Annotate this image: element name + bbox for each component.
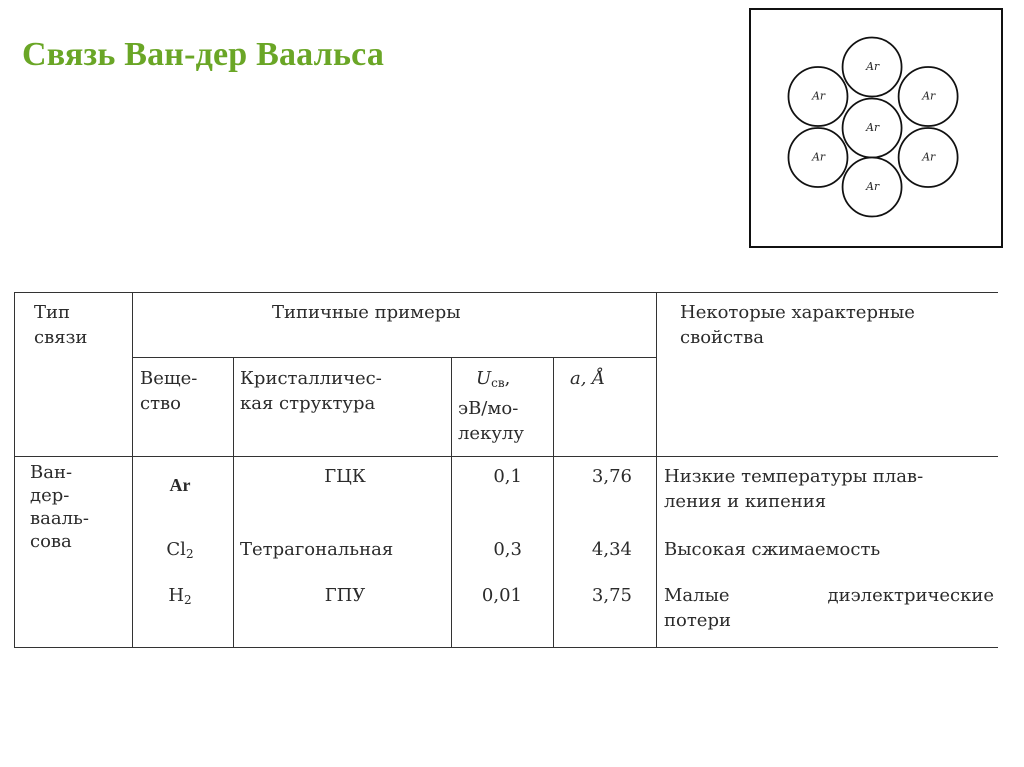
- slide-title: Связь Ван-дер Ваальса: [22, 36, 385, 73]
- col-divider-5: [656, 292, 657, 648]
- header-bond-type: Тип связи: [34, 302, 88, 348]
- col-divider-4: [553, 357, 554, 648]
- table-left-border: [14, 292, 15, 648]
- energy-ar: 0,1: [493, 466, 522, 487]
- lattice-ar: 3,76: [591, 466, 632, 487]
- lattice-h2: 3,75: [591, 585, 632, 606]
- argon-atoms-diagram: [751, 10, 1001, 246]
- header-bottom-border: [14, 456, 998, 457]
- header-crystal-structure: Кристалличес- кая структура: [240, 368, 382, 414]
- header-lattice-constant: a, Å: [570, 368, 606, 389]
- substance-cl2: $Cl_2$: [166, 539, 194, 561]
- col-divider-1: [132, 292, 133, 648]
- atom-label: Ar: [866, 179, 880, 193]
- property-low-temps: Низкие температуры плав- ления и кипения: [664, 466, 924, 512]
- energy-cl2: 0,3: [493, 539, 522, 560]
- argon-packing-figure: [749, 8, 1003, 248]
- atom-label: Ar: [922, 89, 936, 103]
- header-binding-energy: $U_{св}$, эВ/мо- лекулу: [458, 368, 524, 444]
- table-top-border: [14, 292, 998, 293]
- energy-h2: 0,01: [481, 585, 522, 606]
- atom-label: Ar: [866, 120, 880, 134]
- header-properties: Некоторые характерные свойства: [680, 302, 915, 348]
- lattice-cl2: 4,34: [591, 539, 632, 560]
- substance-ar: Ar: [169, 475, 191, 495]
- header-substance: Веще- ство: [140, 368, 198, 414]
- atom-label: Ar: [812, 150, 826, 164]
- property-dielectric-loss: Малые диэлектрические потери: [664, 585, 994, 631]
- substance-h2: $H_2$: [168, 585, 192, 607]
- header-examples: Типичные примеры: [272, 302, 461, 323]
- examples-divider: [132, 357, 657, 358]
- atom-label: Ar: [922, 150, 936, 164]
- atom-label: Ar: [866, 59, 880, 73]
- structure-fcc: ГЦК: [324, 466, 366, 487]
- property-compressibility: Высокая сжимаемость: [664, 539, 881, 560]
- atom-label: Ar: [812, 89, 826, 103]
- col-divider-3: [451, 357, 452, 648]
- bond-name: Ван- дер- вааль- сова: [30, 462, 89, 552]
- structure-tetragonal: Тетрагональная: [240, 539, 394, 560]
- table-bottom-border: [14, 647, 998, 648]
- col-divider-2: [233, 357, 234, 648]
- structure-hcp: ГПУ: [324, 585, 366, 606]
